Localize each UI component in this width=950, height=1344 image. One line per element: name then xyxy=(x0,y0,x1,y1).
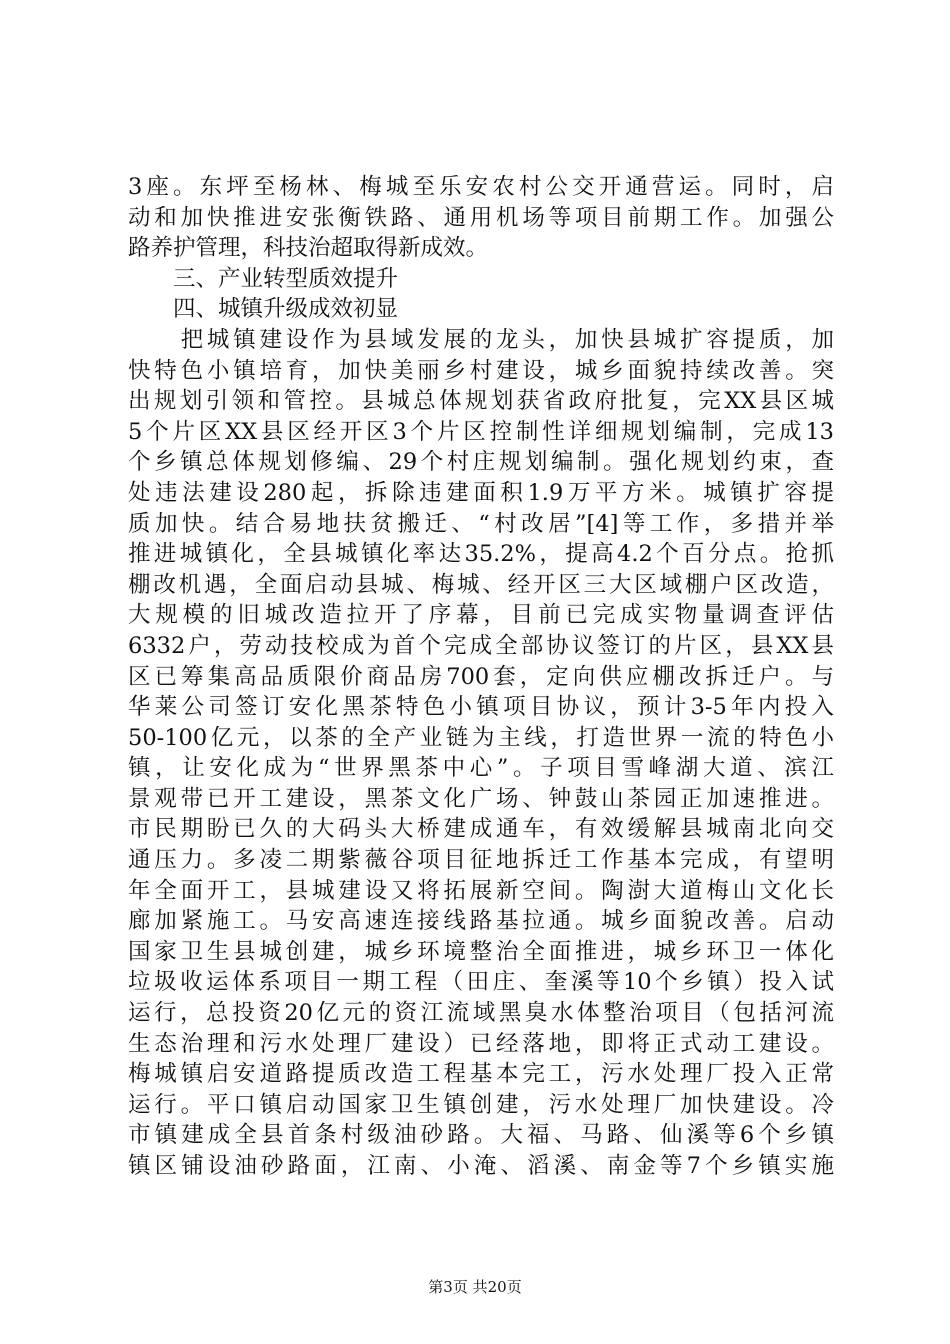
text-line: 市民期盼已久的大码头大桥建成通车，有效缓解县城南北向交 xyxy=(128,816,834,843)
text-line: 出规划引领和管控。县城总体规划获省政府批复，完XX县区城 xyxy=(128,388,834,415)
text-line: 景观带已开工建设，黑茶文化广场、钟鼓山茶园正加速推进。 xyxy=(128,785,834,812)
text-line: 市镇建成全县首条村级油砂路。大福、马路、仙溪等6个乡镇 xyxy=(128,1122,834,1149)
text-line: 通压力。多凌二期紫薇谷项目征地拆迁工作基本完成，有望明 xyxy=(128,847,834,874)
body-text xyxy=(128,172,834,1182)
text-line: 华莱公司签订安化黑茶特色小镇项目协议，预计3-5年内投入 xyxy=(128,694,834,721)
text-line: 棚改机遇，全面启动县城、梅城、经开区三大区域棚户区改造， xyxy=(128,571,834,598)
text-line: 个乡镇总体规划修编、29个村庄规划编制。强化规划约束，查 xyxy=(128,449,834,476)
text-line: 年全面开工，县城建设又将拓展新空间。陶澍大道梅山文化长 xyxy=(128,877,834,904)
text-line: 动和加快推进安张衡铁路、通用机场等项目前期工作。加强公 xyxy=(128,204,834,231)
text-line: 3座。东坪至杨林、梅城至乐安农村公交开通营运。同时，启 xyxy=(128,174,834,200)
text-line: 把城镇建设作为县域发展的龙头，加快县城扩容提质，加 xyxy=(128,326,834,353)
text-line: 四、城镇升级成效初显 xyxy=(128,296,399,323)
text-line: 50-100亿元，以茶的全产业链为主线，打造世界一流的特色小 xyxy=(128,724,834,751)
text-line: 快特色小镇培育，加快美丽乡村建设，城乡面貌持续改善。突 xyxy=(128,357,834,384)
text-line: 垃圾收运体系项目一期工程（田庄、奎溪等10个乡镇）投入试 xyxy=(128,969,834,996)
text-line: 大规模的旧城改造拉开了序幕，目前已完成实物量调查评估 xyxy=(128,602,834,629)
text-line: 6332户，劳动技校成为首个完成全部协议签订的片区，县XX县 xyxy=(128,632,834,659)
text-line: 镇，让安化成为“世界黑茶中心”。子项目雪峰湖大道、滨江 xyxy=(128,755,834,782)
text-line: 区已筹集高品质限价商品房700套，定向供应棚改拆迁户。与 xyxy=(128,663,834,690)
text-line: 推进城镇化，全县城镇化率达35.2%，提高4.2个百分点。抢抓 xyxy=(128,541,834,568)
text-line: 处违法建设280起，拆除违建面积1.9万平方米。城镇扩容提 xyxy=(128,479,834,506)
text-line: 5个片区XX县区经开区3个片区控制性详细规划编制，完成13 xyxy=(128,418,834,445)
page-footer: 第3页 共20页 xyxy=(428,1278,522,1296)
text-line: 路养护管理，科技治超取得新成效。 xyxy=(128,235,489,262)
text-line: 镇区铺设油砂路面，江南、小淹、滔溪、南金等7个乡镇实施 xyxy=(128,1153,834,1179)
text-line: 运行。平口镇启动国家卫生镇创建，污水处理厂加快建设。冷 xyxy=(128,1091,834,1118)
text-line: 生态治理和污水处理厂建设）已经落地，即将正式动工建设。 xyxy=(128,1030,834,1057)
text-line: 廊加紧施工。马安高速连接线路基拉通。城乡面貌改善。启动 xyxy=(128,908,834,935)
text-line: 三、产业转型质效提升 xyxy=(128,265,399,292)
text-line: 国家卫生县城创建，城乡环境整治全面推进，城乡环卫一体化 xyxy=(128,938,834,965)
text-line: 运行，总投资20亿元的资江流域黑臭水体整治项目（包括河流 xyxy=(128,1000,834,1027)
text-line: 质加快。结合易地扶贫搬迁、“村改居”[4]等工作，多措并举 xyxy=(128,510,834,537)
text-line: 梅城镇启安道路提质改造工程基本完工，污水处理厂投入正常 xyxy=(128,1061,834,1088)
